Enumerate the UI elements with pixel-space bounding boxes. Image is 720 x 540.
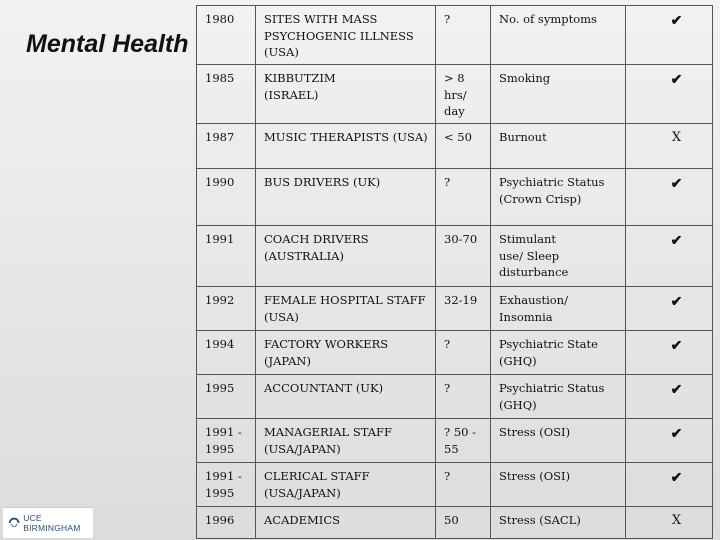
population-cell: MANAGERIAL STAFF (USA/JAPAN)	[256, 419, 436, 463]
year-cell: 1995	[197, 375, 256, 419]
result-mark-cell: ✔	[626, 169, 713, 226]
year-cell: 1992	[197, 287, 256, 331]
table-row	[197, 375, 713, 419]
table-row	[197, 169, 713, 226]
year-cell: 1987	[197, 124, 256, 169]
year-cell: 1996	[197, 507, 256, 539]
hours-cell: 50	[436, 507, 491, 539]
year-cell: 1990	[197, 169, 256, 226]
table-row	[197, 463, 713, 507]
year-cell: 1991 - 1995	[197, 419, 256, 463]
year-cell: 1994	[197, 331, 256, 375]
table-row	[197, 6, 713, 65]
year-cell: 1991	[197, 226, 256, 287]
result-mark-cell: ✔	[626, 419, 713, 463]
studies-table-container	[196, 5, 712, 534]
table-row	[197, 124, 713, 169]
population-cell: ACCOUNTANT (UK)	[256, 375, 436, 419]
population-cell: MUSIC THERAPISTS (USA)	[256, 124, 436, 169]
symptoms-cell: Psychiatric Status (GHQ)	[491, 375, 626, 419]
hours-cell: ?	[436, 169, 491, 226]
result-mark-cell: ✔	[626, 463, 713, 507]
symptoms-cell: Stress (OSI)	[491, 463, 626, 507]
page-title: Mental Health	[26, 30, 189, 58]
result-mark-cell: ✔	[626, 226, 713, 287]
result-mark-cell: ✔	[626, 287, 713, 331]
symptoms-cell: Smoking	[491, 65, 626, 124]
population-cell: FEMALE HOSPITAL STAFF (USA)	[256, 287, 436, 331]
hours-cell: ?	[436, 6, 491, 65]
population-cell: BUS DRIVERS (UK)	[256, 169, 436, 226]
population-cell: FACTORY WORKERS (JAPAN)	[256, 331, 436, 375]
hours-cell: 30-70	[436, 226, 491, 287]
result-mark-cell: ✔	[626, 6, 713, 65]
table-row	[197, 65, 713, 124]
symptoms-cell: Exhaustion/ Insomnia	[491, 287, 626, 331]
population-cell: COACH DRIVERS (AUSTRALIA)	[256, 226, 436, 287]
year-cell: 1980	[197, 6, 256, 65]
symptoms-cell: Stress (SACL)	[491, 507, 626, 539]
hours-cell: > 8 hrs/ day	[436, 65, 491, 124]
studies-table	[196, 5, 713, 539]
population-cell: KIBBUTZIM (ISRAEL)	[256, 65, 436, 124]
year-cell: 1985	[197, 65, 256, 124]
hours-cell: ?	[436, 375, 491, 419]
hours-cell: 32-19	[436, 287, 491, 331]
university-logo	[3, 507, 93, 538]
year-cell: 1991 - 1995	[197, 463, 256, 507]
population-cell: ACADEMICS	[256, 507, 436, 539]
table-row	[197, 507, 713, 539]
table-row	[197, 419, 713, 463]
hours-cell: ?	[436, 331, 491, 375]
population-cell: CLERICAL STAFF (USA/JAPAN)	[256, 463, 436, 507]
result-mark-cell: ✔	[626, 375, 713, 419]
symptoms-cell: No. of symptoms	[491, 6, 626, 65]
hours-cell: ? 50 - 55	[436, 419, 491, 463]
symptoms-cell: Psychiatric State (GHQ)	[491, 331, 626, 375]
result-mark-cell: X	[626, 124, 713, 169]
population-cell: SITES WITH MASS PSYCHOGENIC ILLNESS (USA)	[256, 6, 436, 65]
result-mark-cell: ✔	[626, 331, 713, 375]
hours-cell: ?	[436, 463, 491, 507]
symptoms-cell: Burnout	[491, 124, 626, 169]
table-row	[197, 331, 713, 375]
hours-cell: < 50	[436, 124, 491, 169]
result-mark-cell: ✔	[626, 65, 713, 124]
table-row	[197, 226, 713, 287]
symptoms-cell: Stimulant use/ Sleep disturbance	[491, 226, 626, 287]
logo-text: UCE BIRMINGHAM	[23, 513, 81, 533]
logo-arc-icon	[7, 515, 21, 531]
table-row	[197, 287, 713, 331]
symptoms-cell: Stress (OSI)	[491, 419, 626, 463]
result-mark-cell: X	[626, 507, 713, 539]
symptoms-cell: Psychiatric Status (Crown Crisp)	[491, 169, 626, 226]
